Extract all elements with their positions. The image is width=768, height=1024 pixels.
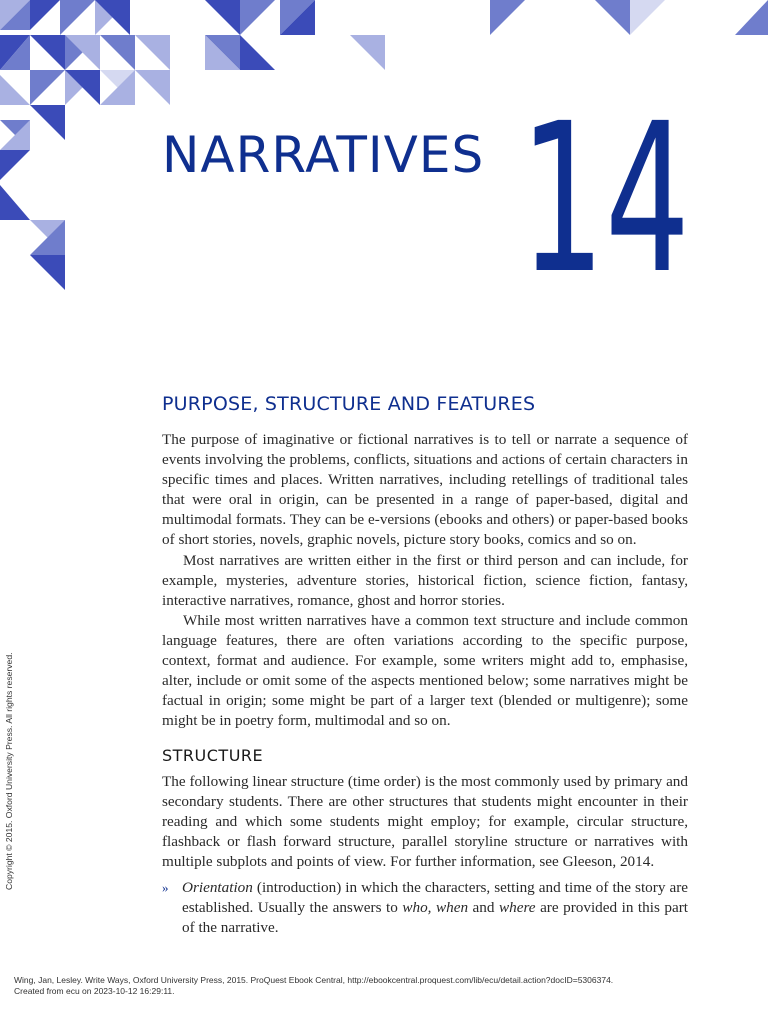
decorative-triangle [205,0,240,35]
orientation-text-a: (introduction) in which the characters, setting and time of the story are established. Usually the answers to [182,879,688,917]
decorative-triangle [30,255,65,290]
decorative-triangle [135,70,170,105]
bullet-orientation-text [182,878,688,938]
paragraph-variations: While most written narratives have a common text structure and include common language features, there are often variations according to the specific purpose, context, format and audience. For example, some writers might add to, emphasise, alter, include or omit some of the aspects mentioned below; some narratives might be factual in origin; some might be part of a larger text (blended or multigenre); some might be in poetry form, multimodal and so on. [162,612,688,730]
bullet-orientation [162,878,688,938]
decorative-triangle [30,70,65,105]
decorative-triangle [630,0,665,35]
decorative-triangle [100,35,135,70]
structure-heading: STRUCTURE [162,746,264,765]
decorative-triangle [0,75,30,105]
decorative-triangle [595,0,630,35]
bullet-marker-icon: » [162,880,169,895]
decorative-triangle [60,0,95,35]
decorative-triangle [735,0,768,35]
orientation-text-c: are provided in this part of the narrative. [182,899,688,937]
decorative-triangle [30,0,60,30]
footer-citation: Wing, Jan, Lesley. Write Ways, Oxford University Press, 2015. ProQuest Ebook Central, http://ebookcentral.proquest.com/lib/ecu/detail.action?docID=5306374. [14,975,614,985]
decorative-triangle [30,105,65,140]
decorative-triangle [240,35,275,70]
paragraph-person: Most narratives are written either in the first or third person and can include, for example, mysteries, adventure stories, historical fiction, science fiction, fantasy, interactive narratives, romance, ghost and horror stories. [162,552,688,610]
decorative-triangle [0,150,30,180]
paragraph-purpose: The purpose of imaginative or fictional narratives is to tell or narrate a sequence of events involving the problems, conflicts, situations and actions of certain characters in specific times and places. Written narratives, including retellings of traditional tales that were oral in origin, can be presented in a range of paper-based, digital and multimodal formats. They can be e-versions (ebooks and others) or paper-based books of short stories, novels, graphic novels, picture story books, comics and so on. [162,431,688,549]
decorative-triangle [30,35,65,70]
orientation-em-a: who, when [402,899,469,917]
copyright-notice: Copyright © 2015. Oxford University Press. All rights reserved. [4,652,14,890]
chapter-number-text: 14 [520,79,690,319]
decorative-triangle [240,0,275,35]
orientation-text-b: and [468,899,499,917]
footer-created: Created from ecu on 2023-10-12 16:29:11. [14,986,175,996]
paragraph-structure: The following linear structure (time order) is the most commonly used by primary and secondary students. There are other structures that students might encounter in their reading and which some students might employ; for example, circular structure, flashback or flash forward structure, parallel storyline structure or narratives with multiple subplots and points of view. For further information, see Gleeson, 2014. [162,773,688,871]
orientation-em-b: where [499,899,536,917]
chapter-title: NARRATIVES [162,126,485,184]
decorative-triangle [490,0,525,35]
decorative-triangle [135,35,170,70]
decorative-triangle [350,35,385,70]
section-heading: PURPOSE, STRUCTURE AND FEATURES [162,393,536,415]
orientation-term: Orientation [182,879,253,896]
chapter-number [520,79,700,319]
decorative-triangle [0,185,30,220]
